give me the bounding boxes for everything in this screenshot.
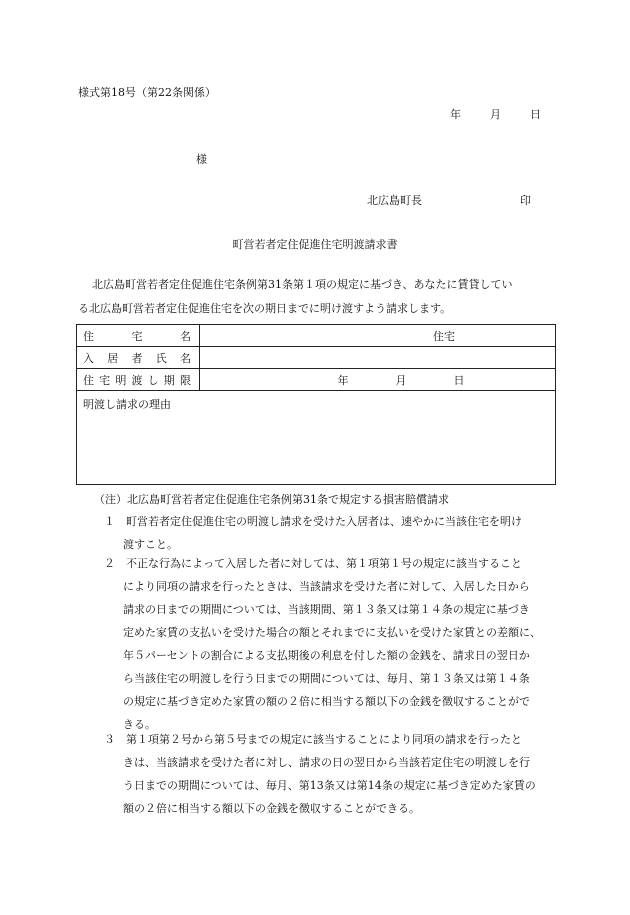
note-line: きは、当該請求を受けた者に対し、請求の日の翌日から当該若定住宅の明渡しを行: [123, 756, 530, 769]
addressee-suffix: 様: [196, 153, 207, 166]
note-number: ２: [104, 557, 115, 570]
deadline-year: 年: [337, 373, 349, 387]
request-table: [76, 324, 556, 485]
occupant-name-value[interactable]: [200, 347, 556, 369]
date-day: 日: [530, 108, 541, 121]
table-row-occupant: [77, 347, 556, 369]
table-row-deadline: [77, 369, 556, 391]
date-month: 月: [490, 108, 501, 121]
note-number: ３: [104, 733, 115, 746]
note-line: 定めた家賃の支払いを受けた場合の額とそれまでに支払いを受けた家賃との差額に、: [123, 626, 541, 639]
label-char: 渡: [131, 373, 143, 387]
note-line: 渡すこと。: [123, 538, 178, 551]
document-title: 町営若者定住促進住宅明渡請求書: [232, 238, 398, 251]
deadline-day: 日: [453, 373, 465, 387]
note-body: [123, 510, 566, 556]
label-char: 名: [180, 351, 191, 365]
note-line: により同項の請求を行ったときは、当該請求を受けた者に対して、入居した日から: [123, 580, 530, 593]
label-char: 氏: [155, 351, 167, 365]
reason-label: 明渡し請求の理由: [83, 398, 171, 411]
seal-mark: 印: [520, 194, 531, 207]
note-body: [123, 728, 566, 820]
note-line: 第１項第２号から第５号までの規定に該当することにより同項の請求を行ったと: [126, 733, 522, 746]
label-char: 明: [115, 373, 127, 387]
label-char: 者: [131, 351, 143, 365]
intro-line-2: る北広島町営若者定住促進住宅を次の期日までに明け渡すよう請求します。: [78, 302, 452, 315]
form-number: 様式第18号（第22条関係）: [78, 86, 216, 99]
note-line: 不正な行為によって入居した者に対しては、第１項第１号の規定に該当すること: [126, 557, 522, 570]
residence-name-value[interactable]: 住宅: [200, 325, 556, 347]
note-number: １: [104, 515, 115, 528]
note-line: の規定に基づき定めた家賃の額の２倍に相当する額以下の金銭を徴収することがで: [123, 695, 530, 708]
label-char: 住: [83, 373, 94, 387]
note-body: [123, 552, 566, 736]
issuer-name: 北広島町長: [367, 194, 422, 207]
label-char: 名: [180, 329, 191, 343]
note-line: 町営若者定住促進住宅の明渡し請求を受けた入居者は、速やかに当該住宅を明け: [126, 515, 522, 528]
note-line: ら当該住宅の明渡しを行う日までの期間については、毎月、第１３条又は第１４条: [123, 672, 530, 685]
label-char: 期: [163, 373, 175, 387]
intro-line-1: 北広島町営若者定住促進住宅条例第31条第１項の規定に基づき、あなたに賃貸してい: [92, 278, 513, 291]
table-row-reason: [77, 391, 556, 485]
reason-field[interactable]: [77, 391, 556, 485]
note-heading: （注）北広島町営若者定住促進住宅条例第31条で規定する損害賠償請求: [94, 493, 449, 506]
note-line: う日までの期間については、毎月、第13条又は第14条の規定に基づき定めた家賃の: [123, 779, 536, 792]
note-line: 年５パーセントの割合による支払期後の利息を付した額の金銭を、請求日の翌日か: [123, 649, 530, 662]
label-char: 居: [107, 351, 119, 365]
issue-date: [450, 106, 541, 122]
note-line: 額の２倍に相当する額以下の金銭を徴収することができる。: [123, 802, 420, 815]
note-line: きる。: [123, 718, 156, 731]
deadline-month: 月: [395, 373, 407, 387]
note-line: 請求の日までの期間については、当該期間、第１３条又は第１４条の規定に基づき: [123, 603, 530, 616]
date-year: 年: [450, 108, 461, 121]
deadline-value[interactable]: [200, 369, 556, 391]
label-char: 住: [83, 329, 94, 343]
occupant-name-label: [77, 347, 200, 369]
label-char: し: [147, 373, 159, 387]
label-char: 限: [179, 373, 191, 387]
deadline-label: [77, 369, 200, 391]
label-char: 入: [83, 351, 94, 365]
label-char: 宅: [131, 329, 143, 343]
table-row-residence: [77, 325, 556, 347]
residence-name-label: [77, 325, 200, 347]
label-char: 宅: [99, 373, 111, 387]
